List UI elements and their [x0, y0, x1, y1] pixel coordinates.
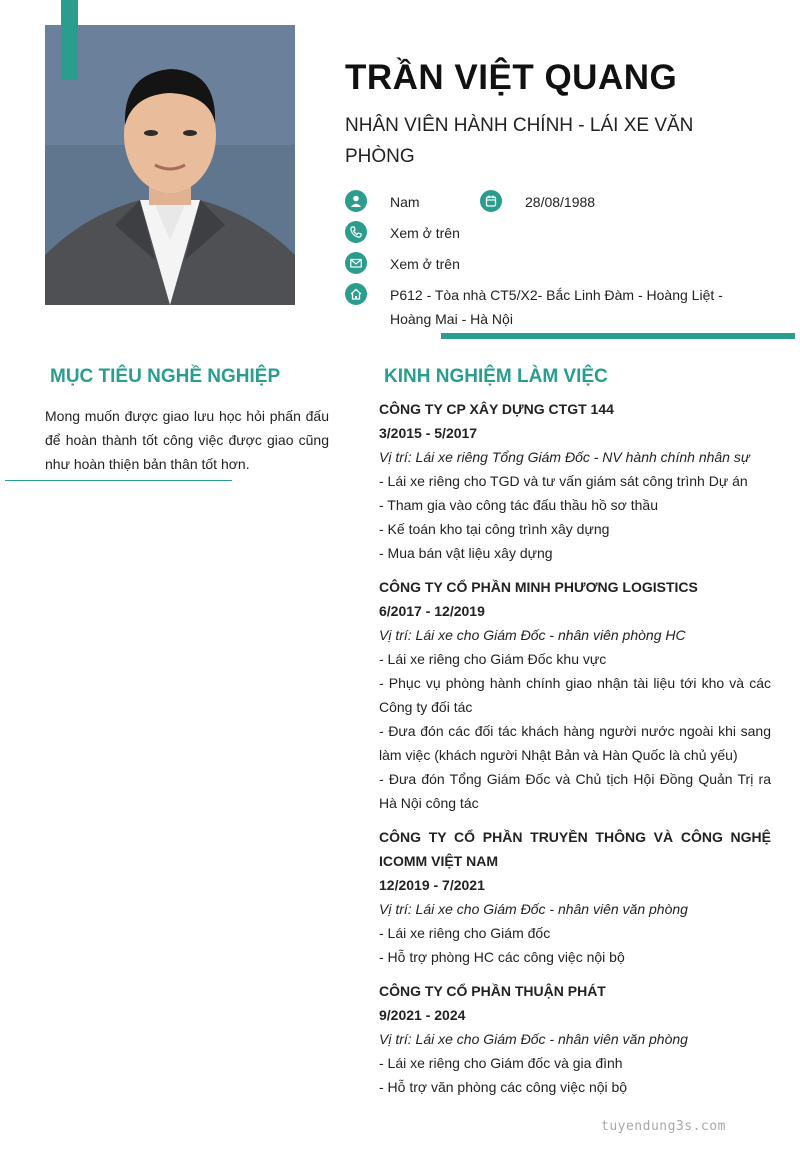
watermark: tuyendung3s.com [601, 1119, 726, 1134]
candidate-name: TRẦN VIỆT QUANG [345, 58, 678, 97]
job-entry [379, 575, 771, 815]
job-period: 12/2019 - 7/2021 [379, 877, 485, 893]
job-duty: - Đưa đón Tổng Giám Đốc và Chủ tịch Hội Đồng Quản Trị ra Hà Nội công tác [379, 771, 771, 811]
header-divider [441, 333, 795, 339]
job-duty: - Lái xe riêng cho Giám đốc [379, 925, 551, 941]
job-entry [379, 979, 771, 1099]
job-entry [379, 397, 771, 565]
objective-text: Mong muốn được giao lưu học hỏi phấn đấu để hoàn thành tốt công việc được giao cũng như hoàn thiện bản thân tốt hơn. [45, 408, 329, 472]
job-duty: - Lái xe riêng cho TGD và tư vấn giám sát công trình Dự án [379, 473, 748, 489]
phone-value: Xem ở trên [390, 225, 460, 241]
top-accent-bar [61, 0, 78, 80]
job-duty: - Mua bán vật liệu xây dựng [379, 545, 553, 561]
email-value: Xem ở trên [390, 256, 460, 272]
company-name: CÔNG TY CỔ PHẦN THUẬN PHÁT [379, 983, 606, 999]
job-title: NHÂN VIÊN HÀNH CHÍNH - LÁI XE VĂN PHÒNG [345, 115, 694, 167]
gender-row [345, 190, 420, 214]
experience-list [379, 397, 771, 1109]
objective-divider [5, 480, 232, 481]
job-duty: - Lái xe riêng cho Giám đốc và gia đình [379, 1055, 623, 1071]
job-position: Vị trí: Lái xe cho Giám Đốc - nhân viên phòng HC [379, 627, 686, 643]
email-row [345, 252, 460, 276]
job-period: 6/2017 - 12/2019 [379, 603, 485, 619]
company-name: CÔNG TY CỔ PHẦN TRUYỀN THÔNG VÀ CÔNG NGHỆ ICOMM VIỆT NAM [379, 829, 771, 869]
phone-row [345, 221, 460, 245]
birthdate-value: 28/08/1988 [525, 194, 596, 210]
job-duty: - Đưa đón các đối tác khách hàng người nước ngoài khi sang làm việc (khách người Nhật Bản và Hàn Quốc là chủ yếu) [379, 723, 771, 763]
job-entry [379, 825, 771, 969]
company-name: CÔNG TY CP XÂY DỰNG CTGT 144 [379, 401, 614, 417]
job-duty: - Kế toán kho tại công trình xây dựng [379, 521, 610, 537]
job-duty: - Hỗ trợ văn phòng các công việc nội bộ [379, 1079, 628, 1095]
envelope-icon [345, 252, 367, 274]
job-duty: - Phục vụ phòng hành chính giao nhận tài liệu tới kho và các Công ty đối tác [379, 675, 771, 715]
experience-heading: KINH NGHIỆM LÀM VIỆC [384, 366, 608, 387]
job-position: Vị trí: Lái xe riêng Tổng Giám Đốc - NV hành chính nhân sự [379, 449, 750, 465]
job-duty: - Tham gia vào công tác đấu thầu hồ sơ thầu [379, 497, 658, 513]
company-name: CÔNG TY CỔ PHẦN MINH PHƯƠNG LOGISTICS [379, 579, 698, 595]
address-value: P612 - Tòa nhà CT5/X2- Bắc Linh Đàm - Hoàng Liệt - Hoàng Mai - Hà Nội [390, 287, 723, 327]
user-icon [345, 190, 367, 212]
objective-heading: MỤC TIÊU NGHỀ NGHIỆP [50, 366, 281, 387]
profile-photo [45, 25, 295, 305]
job-duty: - Hỗ trợ phòng HC các công việc nội bộ [379, 949, 625, 965]
address-row [345, 283, 765, 331]
phone-icon [345, 221, 367, 243]
calendar-icon [480, 190, 502, 212]
birthdate-row [480, 190, 595, 214]
job-period: 3/2015 - 5/2017 [379, 425, 478, 441]
job-duty: - Lái xe riêng cho Giám Đốc khu vực [379, 651, 607, 667]
job-position: Vị trí: Lái xe cho Giám Đốc - nhân viên văn phòng [379, 901, 688, 917]
job-period: 9/2021 - 2024 [379, 1007, 466, 1023]
home-icon [345, 283, 367, 305]
job-position: Vị trí: Lái xe cho Giám Đốc - nhân viên văn phòng [379, 1031, 688, 1047]
gender-value: Nam [390, 194, 420, 210]
